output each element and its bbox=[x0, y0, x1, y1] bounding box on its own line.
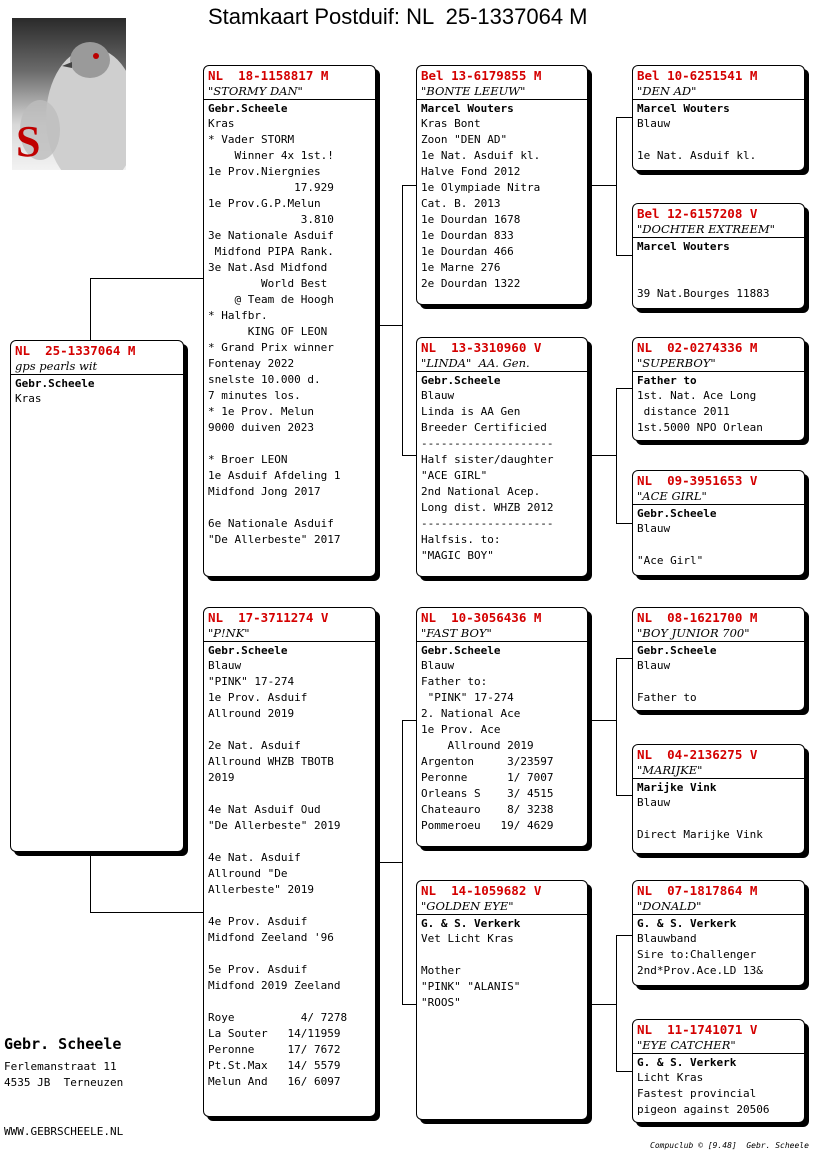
pigeon-name: "DONALD" bbox=[633, 899, 804, 915]
ring-number: Bel 10-6251541 M bbox=[637, 68, 758, 83]
note-line: Allround 2019 bbox=[208, 707, 295, 720]
pedigree-notes bbox=[633, 658, 804, 706]
note-line: 2019 bbox=[208, 771, 235, 784]
ring-number: NL 07-1817864 M bbox=[637, 883, 758, 898]
note-line: 4e Nat. Asduif bbox=[208, 851, 301, 864]
note-line: Halve Fond 2012 bbox=[421, 165, 521, 178]
connector bbox=[588, 185, 616, 186]
connector bbox=[402, 185, 417, 186]
pigeon-name: "LINDA" AA. Gen. bbox=[417, 356, 587, 372]
owner-name: Gebr.Scheele bbox=[637, 644, 717, 657]
note-line: 3e Nat.Asd Midfond bbox=[208, 261, 328, 274]
pedigree-notes bbox=[633, 116, 804, 164]
note-line: 9000 duiven 2023 bbox=[208, 421, 314, 434]
note-line: Pt.St.Max 14/ 5579 bbox=[208, 1059, 341, 1072]
pigeon-name: "GOLDEN EYE" bbox=[417, 899, 587, 915]
note-line bbox=[637, 537, 800, 553]
connector bbox=[616, 388, 617, 523]
pigeon-card-dam-sire-dam[interactable] bbox=[632, 744, 805, 854]
pigeon-card-dam-sire[interactable] bbox=[416, 607, 588, 847]
pigeon-card-sire[interactable] bbox=[203, 65, 376, 577]
note-line: @ Team de Hoogh bbox=[208, 293, 334, 306]
note-line: Blauw bbox=[208, 659, 242, 672]
note-line: Long dist. WHZB 2012 bbox=[421, 501, 554, 514]
pigeon-name: "ACE GIRL" bbox=[633, 489, 804, 505]
note-line: Vet Licht Kras bbox=[421, 932, 514, 945]
owner-name: Marcel Wouters bbox=[637, 102, 730, 115]
connector bbox=[616, 935, 617, 1071]
pigeon-logo-icon bbox=[12, 18, 126, 170]
pigeon-name: "BOY JUNIOR 700" bbox=[633, 626, 804, 642]
pigeon-card-sire-sire-dam[interactable] bbox=[632, 203, 805, 309]
owner-name: Gebr.Scheele bbox=[421, 374, 501, 387]
note-line bbox=[637, 132, 800, 148]
note-line: "ROOS" bbox=[421, 996, 461, 1009]
note-line: 1e Nat. Asduif kl. bbox=[421, 149, 541, 162]
note-line: 4e Nat Asduif Oud bbox=[208, 803, 321, 816]
pedigree-notes bbox=[633, 1070, 804, 1118]
note-line: Allround "De bbox=[208, 867, 288, 880]
connector bbox=[588, 720, 616, 721]
note-line: Argenton 3/23597 bbox=[421, 755, 554, 768]
note-line: Roye 4/ 7278 bbox=[208, 1011, 348, 1024]
note-line: 2e Nat. Asduif bbox=[208, 739, 301, 752]
note-line: Linda is AA Gen bbox=[421, 405, 521, 418]
owner-name: G. & S. Verkerk bbox=[421, 917, 521, 930]
connector bbox=[402, 185, 403, 455]
pedigree-notes bbox=[417, 116, 587, 292]
note-line: 2nd*Prov.Ace.LD 13& bbox=[637, 964, 763, 977]
note-line: 17.929 bbox=[208, 181, 334, 194]
note-line bbox=[637, 674, 800, 690]
owner-name: Gebr.Scheele bbox=[208, 102, 288, 115]
connector bbox=[376, 325, 402, 326]
connector bbox=[402, 720, 417, 721]
pigeon-card-sire-dam-sire[interactable] bbox=[632, 337, 805, 441]
pigeon-card-dam-dam-dam[interactable] bbox=[632, 1019, 805, 1123]
pedigree-notes bbox=[11, 391, 183, 407]
ring-number: NL 09-3951653 V bbox=[637, 473, 758, 488]
connector bbox=[90, 278, 91, 340]
connector bbox=[402, 1004, 417, 1005]
pedigree-notes bbox=[204, 658, 375, 1090]
note-line: 1e Asduif Afdeling 1 bbox=[208, 469, 341, 482]
ring-number: NL 04-2136275 V bbox=[637, 747, 758, 762]
note-line: Chateauro 8/ 3238 bbox=[421, 803, 554, 816]
note-line: Half sister/daughter bbox=[421, 453, 554, 466]
note-line: 1e Marne 276 bbox=[421, 261, 501, 274]
note-line: 39 Nat.Bourges 11883 bbox=[637, 287, 770, 300]
note-line: Father to: bbox=[421, 675, 488, 688]
note-line: Peronne 1/ 7007 bbox=[421, 771, 554, 784]
pigeon-name: gps pearls wit bbox=[11, 359, 183, 375]
note-line bbox=[208, 786, 371, 802]
note-line: 1e Prov.Niergnies bbox=[208, 165, 321, 178]
pedigree-notes bbox=[633, 795, 804, 843]
ring-number: NL 14-1059682 V bbox=[421, 883, 542, 898]
note-line: Halfsis. to: bbox=[421, 533, 501, 546]
note-line: Father to bbox=[637, 691, 697, 704]
pigeon-card-dam-dam[interactable] bbox=[416, 880, 588, 1120]
pigeon-card-dam-sire-sire[interactable] bbox=[632, 607, 805, 711]
note-line: "De Allerbeste" 2017 bbox=[208, 533, 341, 546]
note-line: Kras bbox=[208, 117, 235, 130]
note-line: Kras bbox=[15, 392, 42, 405]
note-line: Midfond Jong 2017 bbox=[208, 485, 321, 498]
pigeon-name: "SUPERBOY" bbox=[633, 356, 804, 372]
ring-number: NL 13-3310960 V bbox=[421, 340, 542, 355]
connector bbox=[616, 935, 632, 936]
note-line bbox=[208, 946, 371, 962]
note-line: 5e Prov. Asduif bbox=[208, 963, 308, 976]
note-line: KING OF LEON bbox=[208, 325, 328, 338]
breeder-website[interactable]: WWW.GEBRSCHEELE.NL bbox=[4, 1125, 124, 1138]
svg-text:S: S bbox=[16, 117, 41, 166]
note-line: "PINK" "ALANIS" bbox=[421, 980, 521, 993]
ring-number: NL 10-3056436 M bbox=[421, 610, 542, 625]
note-line: pigeon against 20506 bbox=[637, 1103, 770, 1116]
owner-name: Gebr.Scheele bbox=[15, 377, 95, 390]
owner-name: Gebr.Scheele bbox=[637, 507, 717, 520]
connector bbox=[588, 1004, 616, 1005]
note-line: Pommeroeu 19/ 4629 bbox=[421, 819, 554, 832]
note-line bbox=[637, 811, 800, 827]
connector bbox=[616, 1071, 632, 1072]
owner-name: Marcel Wouters bbox=[421, 102, 514, 115]
pigeon-card-sire-dam[interactable] bbox=[416, 337, 588, 577]
ring-number: NL 25-1337064 M bbox=[15, 343, 136, 358]
note-line: Cat. B. 2013 bbox=[421, 197, 501, 210]
pedigree-notes bbox=[417, 931, 587, 1011]
software-credit: Compuclub © [9.48] Gebr. Scheele bbox=[650, 1141, 809, 1150]
pigeon-card-sire-sire-sire[interactable] bbox=[632, 65, 805, 171]
pigeon-card-dam-dam-sire[interactable] bbox=[632, 880, 805, 986]
note-line: Blauw bbox=[637, 117, 671, 130]
connector bbox=[90, 852, 91, 912]
note-line: snelste 10.000 d. bbox=[208, 373, 321, 386]
note-line: Winner 4x 1st.! bbox=[208, 149, 334, 162]
note-line: 1st.5000 NPO Orlean bbox=[637, 421, 763, 434]
note-line: 1e Dourdan 1678 bbox=[421, 213, 521, 226]
note-line: Zoon "DEN AD" bbox=[421, 133, 508, 146]
note-line: Midfond Zeeland '96 bbox=[208, 931, 334, 944]
note-line: 2nd National Acep. bbox=[421, 485, 541, 498]
ring-number: Bel 13-6179855 M bbox=[421, 68, 542, 83]
pedigree-notes bbox=[417, 388, 587, 564]
pigeon-card-subject[interactable] bbox=[10, 340, 184, 852]
note-line bbox=[208, 994, 371, 1010]
pedigree-notes bbox=[417, 658, 587, 834]
connector bbox=[616, 523, 632, 524]
connector bbox=[376, 862, 402, 863]
note-line: distance 2011 bbox=[637, 405, 730, 418]
note-line: 1e Nat. Asduif kl. bbox=[637, 149, 757, 162]
note-line: "De Allerbeste" 2019 bbox=[208, 819, 341, 832]
connector bbox=[616, 795, 632, 796]
note-line bbox=[637, 270, 800, 286]
pigeon-card-sire-dam-dam[interactable] bbox=[632, 470, 805, 576]
connector bbox=[588, 455, 616, 456]
note-line: 1e Prov.G.P.Melun bbox=[208, 197, 321, 210]
pigeon-card-sire-sire[interactable] bbox=[416, 65, 588, 305]
note-line: Blauwband bbox=[637, 932, 697, 945]
connector bbox=[90, 912, 204, 913]
note-line bbox=[208, 722, 371, 738]
connector bbox=[616, 117, 632, 118]
note-line: "PINK" 17-274 bbox=[208, 675, 295, 688]
note-line: 2. National Ace bbox=[421, 707, 521, 720]
pigeon-name: "P!NK" bbox=[204, 626, 375, 642]
note-line: 4e Prov. Asduif bbox=[208, 915, 308, 928]
breeder-address-city: 4535 JB Terneuzen bbox=[4, 1076, 124, 1089]
connector bbox=[616, 255, 632, 256]
note-line: "PINK" 17-274 bbox=[421, 691, 514, 704]
owner-name: Marcel Wouters bbox=[637, 240, 730, 253]
note-line: Allround 2019 bbox=[421, 739, 534, 752]
note-line: * Vader STORM bbox=[208, 133, 295, 146]
ring-number: NL 11-1741071 V bbox=[637, 1022, 758, 1037]
pedigree-notes bbox=[633, 521, 804, 569]
note-line: "Ace Girl" bbox=[637, 554, 704, 567]
ring-number: Bel 12-6157208 V bbox=[637, 206, 758, 221]
owner-name: G. & S. Verkerk bbox=[637, 917, 737, 930]
note-line: 6e Nationale Asduif bbox=[208, 517, 334, 530]
pedigree-notes bbox=[633, 388, 804, 436]
ring-number: NL 02-0274336 M bbox=[637, 340, 758, 355]
connector bbox=[402, 455, 417, 456]
connector bbox=[402, 720, 403, 1004]
pigeon-name: "BONTE LEEUW" bbox=[417, 84, 587, 100]
note-line: Orleans S 3/ 4515 bbox=[421, 787, 554, 800]
owner-name: Father to bbox=[637, 374, 697, 387]
note-line bbox=[208, 898, 371, 914]
note-line bbox=[208, 500, 371, 516]
note-line: Fastest provincial bbox=[637, 1087, 757, 1100]
note-line: 7 minutes los. bbox=[208, 389, 301, 402]
note-line: 1st. Nat. Ace Long bbox=[637, 389, 757, 402]
note-line: -------------------- bbox=[421, 437, 554, 450]
ring-number: NL 18-1158817 M bbox=[208, 68, 329, 83]
note-line: "ACE GIRL" bbox=[421, 469, 488, 482]
note-line bbox=[421, 947, 583, 963]
note-line: 1e Prov. Asduif bbox=[208, 691, 308, 704]
owner-name: G. & S. Verkerk bbox=[637, 1056, 737, 1069]
pedigree-notes bbox=[204, 116, 375, 548]
page-title: Stamkaart Postduif: NL 25-1337064 M bbox=[208, 4, 588, 29]
note-line: Midfond PIPA Rank. bbox=[208, 245, 334, 258]
note-line: 3.810 bbox=[208, 213, 334, 226]
note-line: Allerbeste" 2019 bbox=[208, 883, 314, 896]
owner-name: Gebr.Scheele bbox=[208, 644, 288, 657]
note-line: Kras Bont bbox=[421, 117, 481, 130]
note-line bbox=[637, 254, 800, 270]
note-line: 3e Nationale Asduif bbox=[208, 229, 334, 242]
note-line bbox=[208, 834, 371, 850]
ring-number: NL 17-3711274 V bbox=[208, 610, 329, 625]
note-line: -------------------- bbox=[421, 517, 554, 530]
connector bbox=[616, 117, 617, 255]
pigeon-card-dam[interactable] bbox=[203, 607, 376, 1117]
connector bbox=[616, 658, 632, 659]
note-line: "MAGIC BOY" bbox=[421, 549, 494, 562]
note-line: 1e Dourdan 833 bbox=[421, 229, 514, 242]
pigeon-name: "STORMY DAN" bbox=[204, 84, 375, 100]
note-line: Allround WHZB TBOTB bbox=[208, 755, 334, 768]
note-line: Blauw bbox=[421, 659, 455, 672]
note-line: Fontenay 2022 bbox=[208, 357, 295, 370]
note-line: La Souter 14/11959 bbox=[208, 1027, 341, 1040]
breeder-address-street: Ferlemanstraat 11 bbox=[4, 1060, 117, 1073]
note-line: 1e Dourdan 466 bbox=[421, 245, 514, 258]
note-line: Sire to:Challenger bbox=[637, 948, 757, 961]
pigeon-name: "FAST BOY" bbox=[417, 626, 587, 642]
note-line: * Grand Prix winner bbox=[208, 341, 334, 354]
note-line: Mother bbox=[421, 964, 461, 977]
note-line: Licht Kras bbox=[637, 1071, 704, 1084]
pigeon-name: "MARIJKE" bbox=[633, 763, 804, 779]
pedigree-notes bbox=[633, 254, 804, 302]
logo bbox=[12, 18, 126, 170]
note-line: Midfond 2019 Zeeland bbox=[208, 979, 341, 992]
pedigree-notes bbox=[633, 931, 804, 979]
note-line: 1e Olympiade Nitra bbox=[421, 181, 541, 194]
note-line: 2e Dourdan 1322 bbox=[421, 277, 521, 290]
owner-name: Gebr.Scheele bbox=[421, 644, 501, 657]
pigeon-name: "EYE CATCHER" bbox=[633, 1038, 804, 1054]
note-line: Blauw bbox=[421, 389, 455, 402]
note-line: Melun And 16/ 6097 bbox=[208, 1075, 341, 1088]
note-line: * 1e Prov. Melun bbox=[208, 405, 314, 418]
pigeon-name: "DEN AD" bbox=[633, 84, 804, 100]
note-line: Peronne 17/ 7672 bbox=[208, 1043, 341, 1056]
note-line: Blauw bbox=[637, 796, 671, 809]
breeder-name: Gebr. Scheele bbox=[4, 1035, 122, 1053]
note-line: World Best bbox=[208, 277, 328, 290]
note-line: Direct Marijke Vink bbox=[637, 828, 763, 841]
connector bbox=[616, 658, 617, 795]
connector bbox=[616, 388, 632, 389]
note-line bbox=[208, 436, 371, 452]
note-line: * Halfbr. bbox=[208, 309, 268, 322]
note-line: * Broer LEON bbox=[208, 453, 288, 466]
note-line: Blauw bbox=[637, 522, 671, 535]
pigeon-name: "DOCHTER EXTREEM" bbox=[633, 222, 804, 238]
owner-name: Marijke Vink bbox=[637, 781, 717, 794]
note-line: 1e Prov. Ace bbox=[421, 723, 501, 736]
connector bbox=[90, 278, 204, 279]
ring-number: NL 08-1621700 M bbox=[637, 610, 758, 625]
note-line: Breeder Certificied bbox=[421, 421, 547, 434]
note-line: Blauw bbox=[637, 659, 671, 672]
